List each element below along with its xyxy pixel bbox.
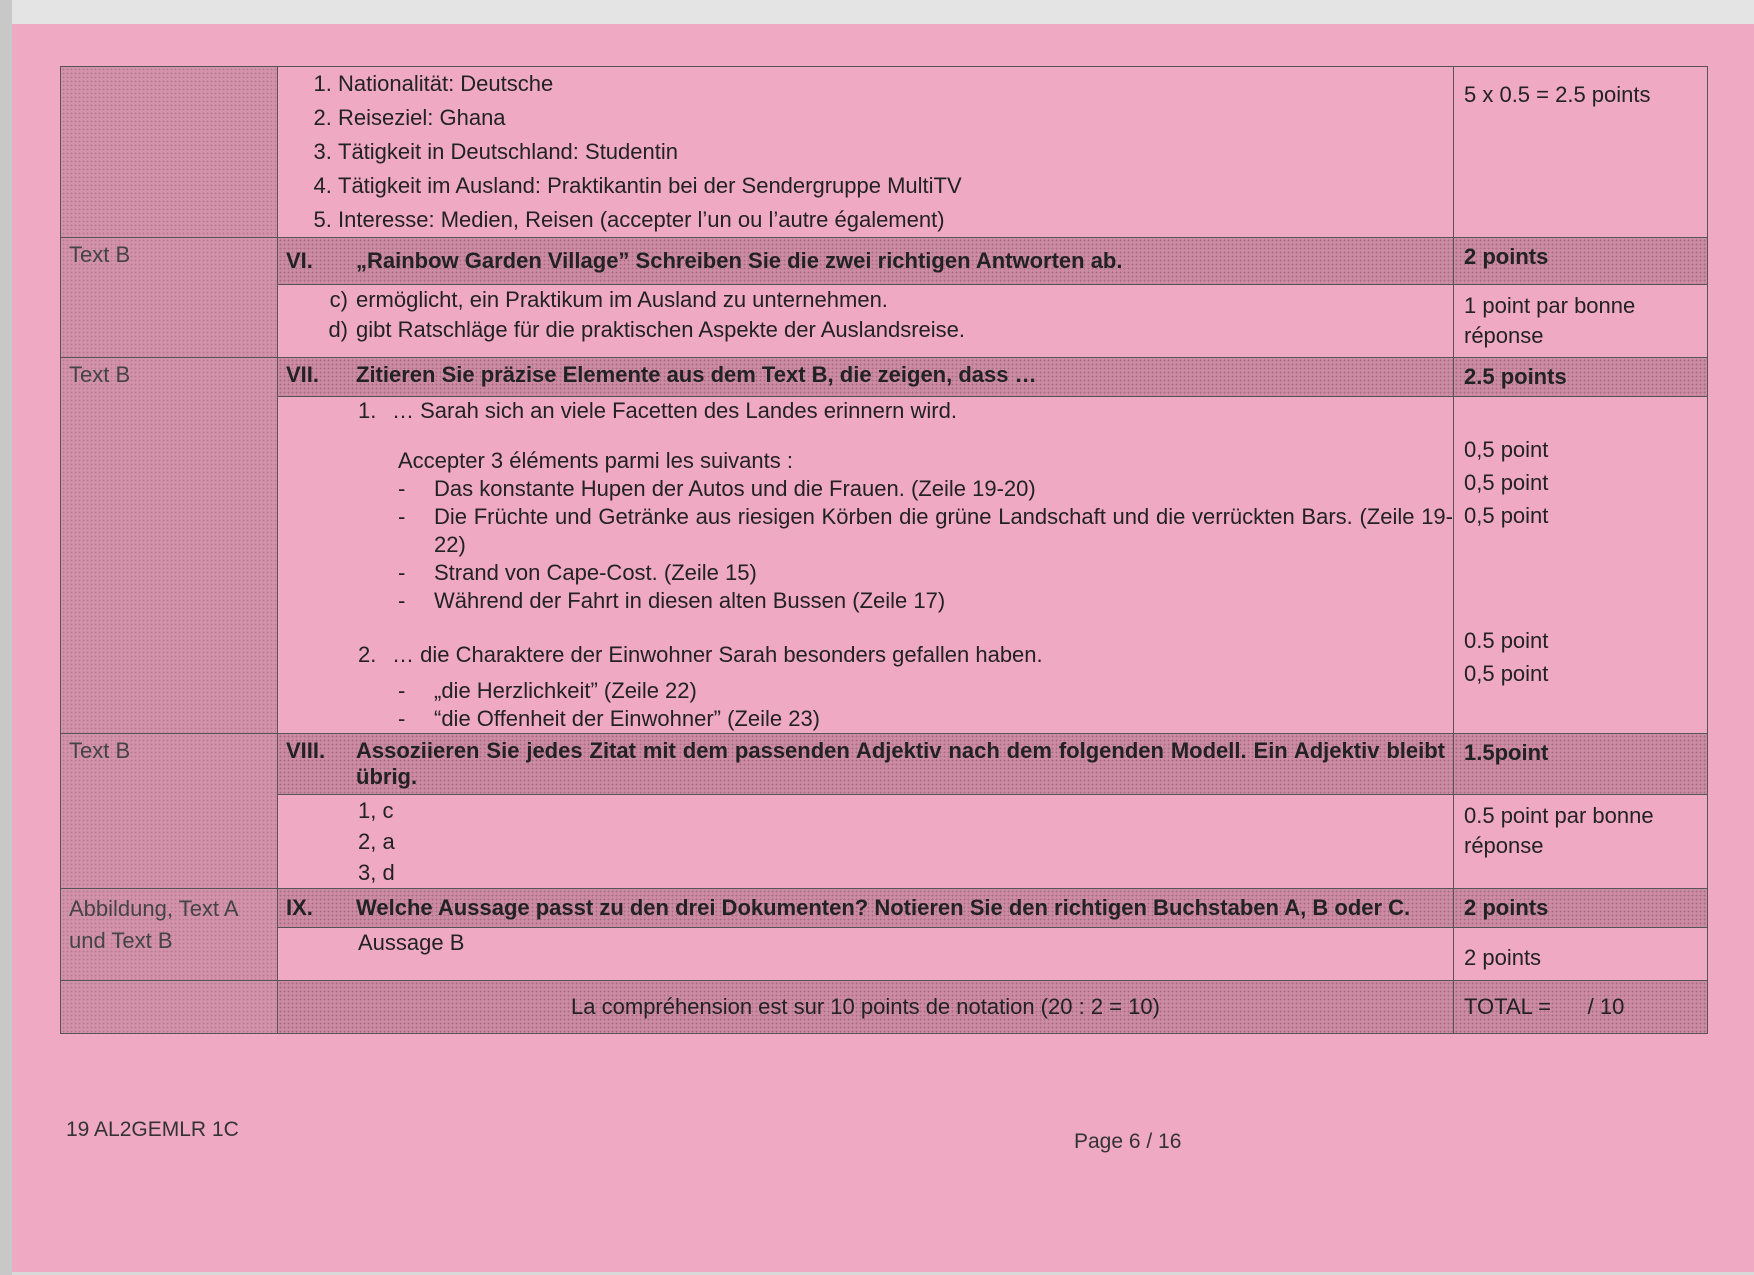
row-label [61,734,278,889]
row-label [61,358,278,734]
scan-top-edge [0,0,1754,24]
row-total [61,981,1708,1034]
question-text: „Rainbow Garden Village” Schreiben Sie die zwei richtigen Antworten ab. [356,248,1123,273]
question-header [278,734,1454,795]
list-item: 2, a [358,829,395,854]
question-number: VIII. [286,738,326,763]
row-label-text: Text B [69,362,131,387]
question-header [278,889,1454,928]
list-item: 3, d [358,860,395,885]
points-cell [1454,358,1708,397]
list-item: - “die Offenheit der Einwohner” (Zeile 23) [398,706,821,731]
row-label-text: Text B [69,242,131,267]
answer-cell [278,928,1454,981]
list-item: 5. Interesse: Medien, Reisen (accepter l’un ou l’autre également) [338,203,1453,237]
row-label-text: Text B [69,738,131,763]
answer-list [278,285,1453,345]
list-item: - Die Früchte und Getränke aus riesigen Körben die grüne Landschaft und die verrückten Bars. (Zeile 19-22) [398,504,1453,557]
list-item: - Das konstante Hupen der Autos und die Frauen. (Zeile 19-20) [398,476,1036,501]
points-stack: 0,5 point 0,5 point 0,5 point [1464,437,1549,528]
points-cell [1454,238,1708,285]
list-item: 1. Nationalität: Deutsche [338,67,1453,101]
list-item: - Während der Fahrt in diesen alten Bussen (Zeile 17) [398,588,946,613]
points-value: 2 points [1464,945,1542,970]
sub-question: 2. … die Charaktere der Einwohner Sarah besonders gefallen haben. [358,642,1043,667]
list-item: 3. Tätigkeit in Deutschland: Studentin [338,135,1453,169]
points-cell [1454,928,1708,981]
row-section-5 [61,67,1708,238]
points-cell [1454,734,1708,795]
row-section-6-answers [61,285,1708,358]
row-section-8-answers [61,795,1708,889]
row-section-8-header [61,734,1708,795]
points-cell [1454,285,1708,358]
list-item: 4. Tätigkeit im Ausland: Praktikantin bei der Sendergruppe MultiTV [338,169,1453,203]
points-value: 2 points [1464,244,1549,269]
answer-text: Aussage B [358,930,465,955]
total-note: La compréhension est sur 10 points de notation (20 : 2 = 10) [571,994,1160,1019]
row-section-7-header [61,358,1708,397]
page-number: Page 6 / 16 [1074,1130,1182,1153]
total-cell [1454,981,1708,1034]
points-cell [1454,795,1708,889]
answer-cell [278,397,1454,734]
row-section-7-answers [61,397,1708,734]
points-value: 1.5point [1464,740,1549,765]
row-label [61,67,278,238]
list-item: 2. Reiseziel: Ghana [338,101,1453,135]
list-item: c) ermöglicht, ein Praktikum im Ausland zu unternehmen. [329,287,888,312]
answer-cell [278,285,1454,358]
question-text: Zitieren Sie präzise Elemente aus dem Text B, die zeigen, dass … [356,362,1037,387]
answer-key-table [60,66,1708,1034]
row-label [61,981,278,1034]
row-section-9-header [61,889,1708,928]
question-text: Welche Aussage passt zu den drei Dokumenten? Notieren Sie den richtigen Buchstaben A, B oder C. [356,895,1411,920]
row-label [61,238,278,358]
list-item: 1, c [358,798,394,823]
points-cell [1454,67,1708,238]
total-value: TOTAL = / 10 [1464,994,1625,1019]
question-header [278,358,1454,397]
points-cell [1454,397,1708,734]
points-value: 2 points [1464,895,1549,920]
points-value: 1 point par bonne réponse [1464,293,1636,348]
list-item: - „die Herzlichkeit” (Zeile 22) [398,678,697,703]
question-text: Assoziieren Sie jedes Zitat mit dem passenden Adjektiv nach dem folgenden Modell. Ein Adjektiv bleibt übrig. [356,738,1445,789]
points-cell [1454,889,1708,928]
list-item: - Strand von Cape-Cost. (Zeile 15) [398,560,757,585]
total-note-cell [278,981,1454,1034]
question-number: IX. [286,895,313,920]
points-value: 0.5 point par bonne réponse [1464,803,1654,858]
list-item: d) gibt Ratschläge für die praktischen Aspekte der Auslandsreise. [328,317,966,342]
points-value: 2.5 points [1464,364,1567,389]
question-number: VII. [286,362,320,387]
answer-cell [278,67,1454,238]
question-number: VI. [286,248,313,273]
row-section-9-answers [61,928,1708,981]
document-code: 19 AL2GEMLR 1C [66,1118,239,1141]
answer-list [278,67,1453,237]
points-stack: 0.5 point 0,5 point [1464,628,1549,686]
row-label-text: Abbildung, Text A und Text B [69,896,238,953]
points-value: 5 x 0.5 = 2.5 points [1464,82,1651,107]
row-section-6-header [61,238,1708,285]
answer-cell [278,795,1454,889]
sub-question: 1. … Sarah sich an viele Facetten des Landes erinnern wird. [358,398,957,423]
accept-note: Accepter 3 éléments parmi les suivants : [398,448,793,473]
row-label [61,889,278,981]
question-header [278,238,1454,285]
scan-left-edge [0,0,12,1275]
